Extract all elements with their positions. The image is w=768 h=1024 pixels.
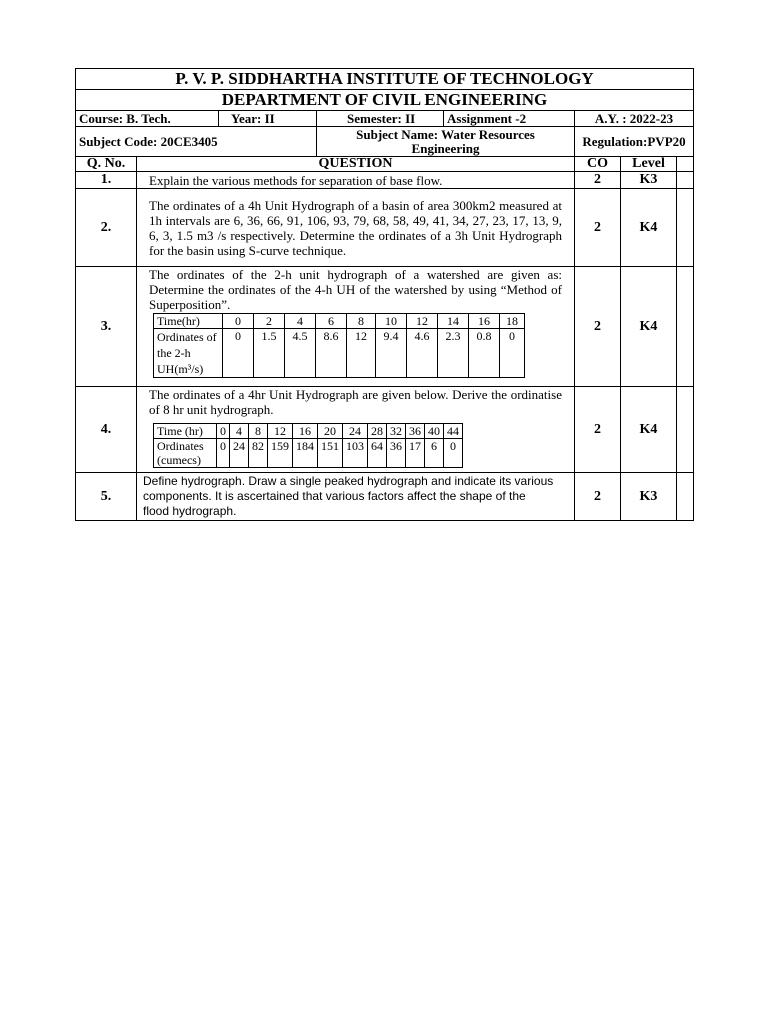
table-cell: 24 xyxy=(230,439,249,468)
table-cell: 4 xyxy=(285,314,316,329)
table-cell: 151 xyxy=(318,439,343,468)
row-label: Time (hr) xyxy=(154,424,217,439)
blank-cell xyxy=(677,387,694,473)
blank-cell xyxy=(677,189,694,267)
subject-name-cell: Subject Name: Water Resources Engineering xyxy=(317,127,575,157)
question-row xyxy=(76,387,694,473)
table-cell: 8 xyxy=(249,424,268,439)
co-header: CO xyxy=(575,157,621,172)
time-row xyxy=(154,314,525,329)
academic-year-cell: A.Y. : 2022-23 xyxy=(575,111,694,127)
table-cell: 40 xyxy=(425,424,444,439)
level-value: K3 xyxy=(621,172,677,189)
question-header: QUESTION xyxy=(137,157,575,172)
co-value: 2 xyxy=(575,387,621,473)
table-cell: 16 xyxy=(293,424,318,439)
table-cell: 159 xyxy=(268,439,293,468)
level-value: K4 xyxy=(621,387,677,473)
table-cell: 6 xyxy=(425,439,444,468)
table-cell: 82 xyxy=(249,439,268,468)
table-cell: 4.5 xyxy=(285,329,316,378)
table-cell: 8.6 xyxy=(316,329,347,378)
table-cell: 36 xyxy=(406,424,425,439)
blank-cell xyxy=(677,172,694,189)
question-row xyxy=(76,267,694,387)
regulation-cell: Regulation:PVP20 xyxy=(575,127,694,157)
table-cell: 18 xyxy=(500,314,525,329)
table-cell: 9.4 xyxy=(376,329,407,378)
table-cell: 20 xyxy=(318,424,343,439)
blank-cell xyxy=(677,473,694,521)
ordinates-table xyxy=(153,313,525,378)
co-value: 2 xyxy=(575,267,621,387)
subject-code-cell: Subject Code: 20CE3405 xyxy=(76,127,317,157)
table-cell: 1.5 xyxy=(254,329,285,378)
question-number: 5. xyxy=(76,473,137,521)
table-cell: 0 xyxy=(500,329,525,378)
table-cell: 17 xyxy=(406,439,425,468)
assignment-cell: Assignment -2 xyxy=(444,111,575,127)
table-cell: 12 xyxy=(347,329,376,378)
time-row xyxy=(154,424,463,439)
table-cell: 2 xyxy=(254,314,285,329)
table-cell: 24 xyxy=(343,424,368,439)
level-value: K4 xyxy=(621,189,677,267)
table-cell: 184 xyxy=(293,439,318,468)
table-cell: 0.8 xyxy=(469,329,500,378)
table-cell: 0 xyxy=(444,439,463,468)
table-cell: 12 xyxy=(407,314,438,329)
table-cell: 36 xyxy=(387,439,406,468)
question-text: The ordinates of a 4h Unit Hydrograph of a basin of area 300km2 measured at 1h intervals are 6, 36, 66, 91, 106, 93, 79, 68, 58, 49, 41, 34, 27, 23, 17, 13, 9, 6, 3, 1.5 m3 /s respectively. Determine the ordinates of a 3h Unit Hydrograph for the basin using S-curve technique. xyxy=(137,189,575,267)
course-cell: Course: B. Tech. xyxy=(76,111,219,127)
semester-cell: Semester: II xyxy=(317,111,444,127)
question-cell xyxy=(137,387,575,473)
question-text: Define hydrograph. Draw a single peaked hydrograph and indicate its various components. It is ascertained that various factors affect the shape of the flood hydrograph. xyxy=(137,473,575,521)
question-number: 1. xyxy=(76,172,137,189)
table-cell: 4.6 xyxy=(407,329,438,378)
table-cell: 44 xyxy=(444,424,463,439)
question-cell xyxy=(137,267,575,387)
table-cell: 0 xyxy=(223,329,254,378)
year-cell: Year: II xyxy=(219,111,317,127)
table-cell: 14 xyxy=(438,314,469,329)
assignment-table xyxy=(75,68,694,521)
table-cell: 0 xyxy=(217,439,230,468)
question-number: 4. xyxy=(76,387,137,473)
ordinates-row xyxy=(154,439,463,468)
table-cell: 16 xyxy=(469,314,500,329)
question-row xyxy=(76,473,694,521)
table-cell: 64 xyxy=(368,439,387,468)
institute-name: P. V. P. SIDDHARTHA INSTITUTE OF TECHNOLOGY xyxy=(76,69,694,90)
co-value: 2 xyxy=(575,189,621,267)
table-cell: 4 xyxy=(230,424,249,439)
table-cell: 2.3 xyxy=(438,329,469,378)
question-number: 3. xyxy=(76,267,137,387)
blank-cell xyxy=(677,157,694,172)
question-text: The ordinates of the 2-h unit hydrograph of a watershed are given as: Determine the ordinates of the 4-h UH of the watershed by using “Method of Superposition”. xyxy=(149,267,562,312)
ordinates-row xyxy=(154,329,525,378)
ordinates-table xyxy=(153,423,463,468)
table-cell: 12 xyxy=(268,424,293,439)
assignment-sheet xyxy=(75,68,693,521)
row-label: Ordinates (cumecs) xyxy=(154,439,217,468)
department-name: DEPARTMENT OF CIVIL ENGINEERING xyxy=(76,90,694,111)
table-cell: 28 xyxy=(368,424,387,439)
row-label: Ordinates of the 2-h UH(m³/s) xyxy=(154,329,223,378)
question-row xyxy=(76,189,694,267)
question-row xyxy=(76,172,694,189)
level-value: K3 xyxy=(621,473,677,521)
question-number: 2. xyxy=(76,189,137,267)
blank-cell xyxy=(677,267,694,387)
table-cell: 8 xyxy=(347,314,376,329)
co-value: 2 xyxy=(575,473,621,521)
question-text: The ordinates of a 4hr Unit Hydrograph are given below. Derive the ordinatise of 8 hr unit hydrograph. xyxy=(149,387,562,417)
table-cell: 0 xyxy=(217,424,230,439)
qno-header: Q. No. xyxy=(76,157,137,172)
level-value: K4 xyxy=(621,267,677,387)
co-value: 2 xyxy=(575,172,621,189)
question-text: Explain the various methods for separation of base flow. xyxy=(137,172,575,189)
table-cell: 0 xyxy=(223,314,254,329)
table-cell: 10 xyxy=(376,314,407,329)
row-label: Time(hr) xyxy=(154,314,223,329)
table-cell: 6 xyxy=(316,314,347,329)
level-header: Level xyxy=(621,157,677,172)
table-cell: 103 xyxy=(343,439,368,468)
table-cell: 32 xyxy=(387,424,406,439)
